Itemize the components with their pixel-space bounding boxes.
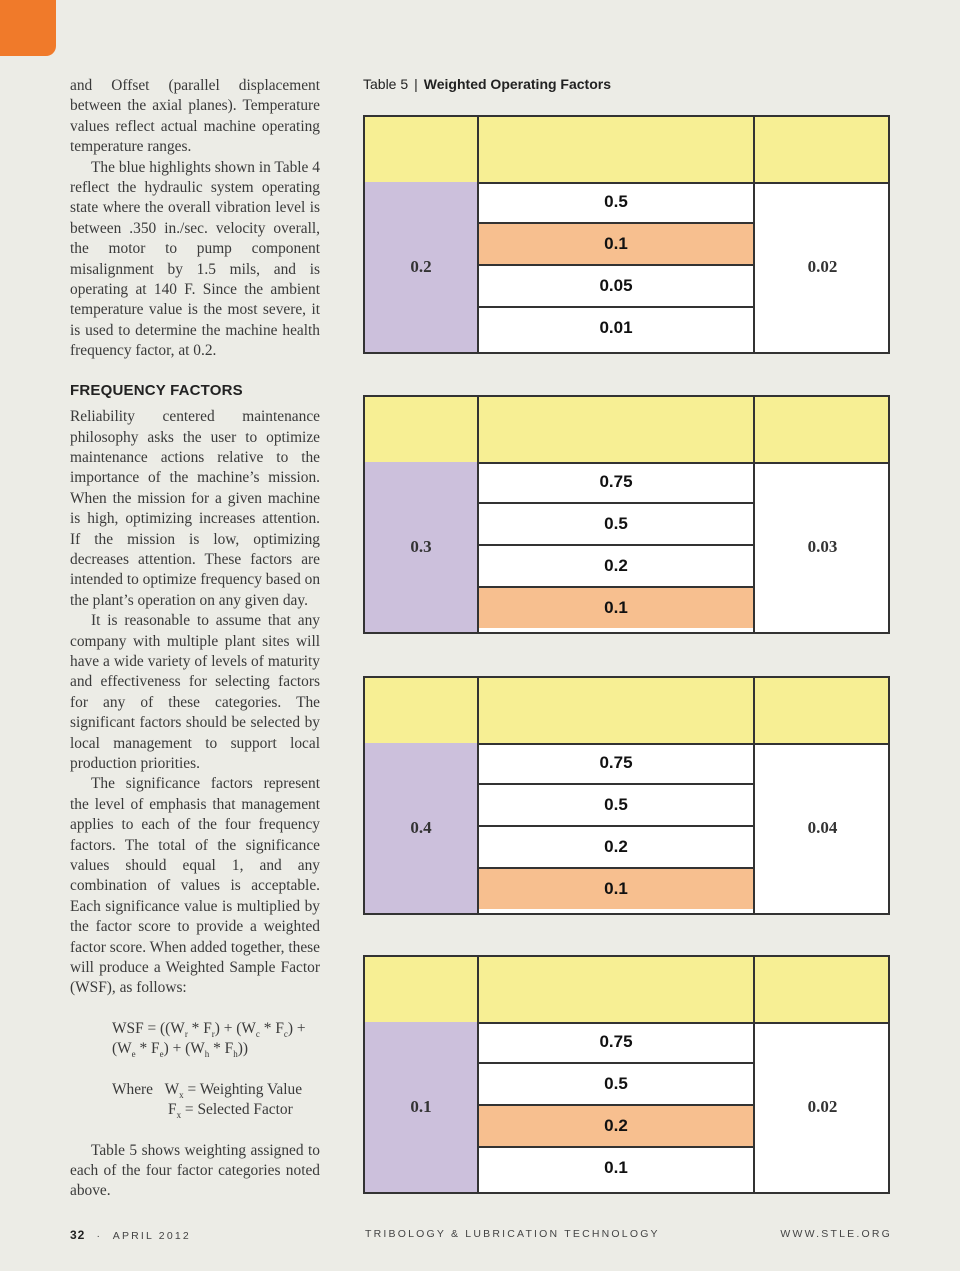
weight-table (363, 115, 890, 354)
paragraph: The significance factors represent the level of emphasis that management applies to each of the four frequency factors. The total of the significance values should equal 1, and any combination of values is acceptable. Each significance value is multiplied by the factor score to provide a weighted factor score. When added together, these will produce a Weighted Sample Factor (WSF), as follows: (70, 775, 320, 997)
page-number: 32 (70, 1228, 86, 1242)
paragraph: Reliability centered maintenance philosophy asks the user to optimize maintenance actions relative to the importance of the machine’s mission. When the mission for a given machine is high, optimizing increases attention. If the mission is low, optimizing decreases attention. These factors are intended to optimize frequency based on the plant’s operation on any given day. (70, 408, 321, 609)
weight-value: 0.1 (410, 1097, 432, 1116)
factor-cell: 0.5 (479, 182, 753, 224)
factor-cell: 0.01 (599, 318, 633, 337)
factor-cell: 0.5 (479, 504, 753, 546)
factor-cell: 0.2 (479, 546, 753, 588)
footer-left: 32 · APRIL 2012 (70, 1228, 191, 1242)
factor-cell: 0.05 (479, 266, 753, 308)
issue-date: APRIL 2012 (112, 1230, 191, 1242)
factor-cell: 0.75 (479, 743, 753, 785)
section-heading: FREQUENCY FACTORS (70, 381, 243, 399)
weight-value: 0.3 (410, 537, 432, 556)
factor-cell: 0.5 (479, 785, 753, 827)
factor-cell-selected: 0.1 (479, 869, 753, 909)
paragraph: It is reasonable to assume that any company with multiple plant sites will have a wide variety of levels of maturity and effectiveness for selecting factors for any of these categories. The significant factors should be selected by local management to support local production priorities. (70, 612, 320, 772)
corner-tab-decoration (0, 0, 56, 56)
weight-value: 0.4 (410, 818, 432, 837)
factor-cell: 0.75 (479, 462, 753, 504)
formula-legend: Where $W_x$ = Weighting Value $F_x$ = Selected Factor (112, 1080, 303, 1121)
paragraph: Table 5 shows weighting assigned to each of the four factor categories noted above. (70, 1141, 320, 1200)
paragraph: The blue highlights shown in Table 4 reflect the hydraulic system operating state where the overall vibration level is between .350 in./sec. velocity overall, the motor to pump component misalignment by 1.5 mils, and is operating at 140 F. Since the ambient temperature value is the most severe, it is used to determine the machine health frequency factor, at 0.2. (70, 158, 320, 360)
article-column (70, 76, 320, 1202)
weight-value: 0.2 (410, 257, 432, 276)
table-caption: Table 5 | Weighted Operating Factors (363, 76, 612, 92)
factor-cell: 0.2 (479, 827, 753, 869)
weighted-score-value: 0.02 (807, 1097, 838, 1116)
weighted-score-value: 0.02 (807, 257, 838, 276)
paragraph: and Offset (parallel displacement between the axial planes). Temperature values reflect actual machine operating temperature ranges. (70, 77, 320, 156)
factor-cell: 0.75 (479, 1022, 753, 1064)
website: WWW.STLE.ORG (780, 1228, 892, 1240)
weight-table (363, 955, 890, 1194)
publication-name: TRIBOLOGY & LUBRICATION TECHNOLOGY (365, 1228, 660, 1240)
factor-cell-selected: 0.2 (479, 1106, 753, 1148)
factor-cell: 0.5 (479, 1064, 753, 1106)
factor-cell-selected: 0.1 (479, 588, 753, 628)
weighted-score-value: 0.03 (807, 537, 838, 556)
weight-table (363, 395, 890, 634)
weighted-score-value: 0.04 (807, 818, 838, 837)
factor-cell: 0.1 (604, 1158, 628, 1177)
weight-table (363, 676, 890, 915)
wsf-formula: WSF = ($(W_r * F_r) + (W_c * F_c)$ + $(W_e * F_e) + (W_h * F_h)$) (112, 1019, 306, 1060)
factor-cell-selected: 0.1 (479, 224, 753, 266)
